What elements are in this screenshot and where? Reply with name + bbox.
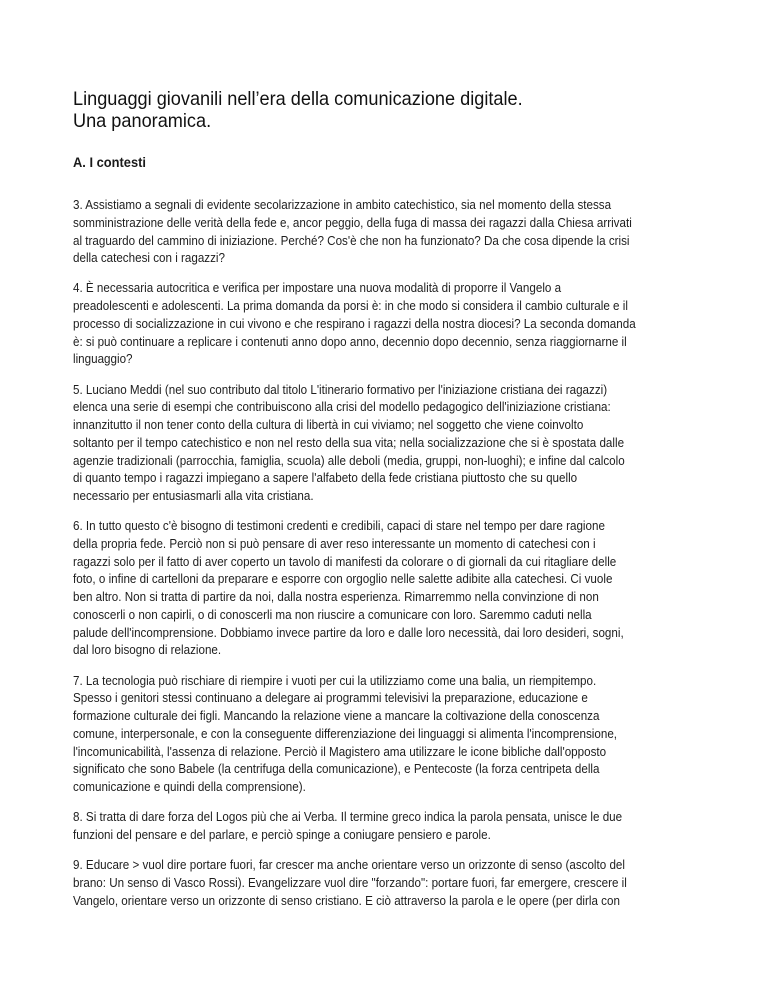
paragraph (73, 381, 768, 505)
paragraph-line: 8. Si tratta di dare forza del Logos più che ai Verba. Il termine greco indica la parola pensata, unisce le due (73, 809, 623, 825)
paragraph-line: comunicazione e quindi della comprensione). (73, 779, 306, 795)
paragraph-line: dal loro bisogno di relazione. (73, 642, 222, 658)
paragraph-line: linguaggio? (73, 351, 133, 367)
paragraph-line: comune, interpersonale, e con la conseguente differenziazione dei linguaggi si alimenta l'incomprensione, (73, 725, 618, 741)
section-heading: A. I contesti (73, 154, 147, 170)
paragraph-line: della catechesi con i ragazzi? (73, 250, 225, 266)
paragraph-line: preadolescenti e adolescenti. La prima domanda da porsi è: in che modo si considera il cambio culturale e il (73, 298, 628, 314)
paragraph-line: palude dell'incomprensione. Dobbiamo invece partire da loro e dalle loro necessità, dai loro desideri, sogni, (73, 624, 624, 640)
paragraph-line: soltanto per il tempo catechistico e non nel resto della sua vita; nella socializzazione che si è spostata dalle (73, 434, 625, 450)
paragraph-line: agenzie tradizionali (parrocchia, famiglia, scuola) alle deboli (media, gruppi, non-luoghi); e infine dal calcolo (73, 452, 625, 468)
paragraph-line: brano: Un senso di Vasco Rossi). Evangelizzare vuol dire "forzando": portare fuori, far emergere, crescere il (73, 874, 627, 890)
paragraph-line: 3. Assistiamo a segnali di evidente secolarizzazione in ambito catechistico, sia nel momento della stessa (73, 197, 612, 212)
paragraph-line: al traguardo del cammino di iniziazione. Perché? Cos'è che non ha funzionato? Da che cosa dipende la crisi (73, 232, 630, 248)
paragraph-line: 6. In tutto questo c'è bisogno di testimoni credenti e credibili, capaci di stare nel tempo per dare ragione (73, 518, 605, 534)
paragraph (73, 279, 768, 368)
paragraph-line: elenca una serie di esempi che contribuiscono alla crisi del modello pedagogico dell'iniziazione cristiana: (73, 399, 611, 415)
paragraph (73, 517, 768, 659)
paragraph-line: somministrazione delle verità della fede e, ancor peggio, della fuga di massa dei ragazzi dalla Chiesa arrivati (73, 214, 632, 230)
paragraph-line: 4. È necessaria autocritica e verifica per impostare una nuova modalità di proporre il Vangelo a (73, 280, 562, 296)
paragraph-line: 7. La tecnologia può rischiare di riempire i vuoti per cui la utilizziamo come una balia, un riempitempo. (73, 672, 597, 688)
paragraph-line: ragazzi solo per il fatto di aver coperto un tavolo di manifesti da colorare o di giornali da cui ritagliare delle (73, 553, 617, 569)
paragraph-line: è: si può continuare a replicare i contenuti anno dopo anno, decennio dopo decennio, senza riaggiornarne il (73, 333, 627, 349)
document-title (73, 88, 523, 132)
paragraph-line: necessario per entusiasmarli alla vita cristiana. (73, 488, 314, 504)
paragraph-line: Vangelo, orientare verso un orizzonte di senso cristiano. E ciò attraverso la parola e le opere (per dirla con (73, 892, 620, 908)
title-line-2: Una panoramica. (73, 110, 212, 132)
paragraph (73, 196, 768, 267)
paragraph-line: processo di socializzazione in cui vivono e che respirano i ragazzi della nostra diocesi? La seconda domanda (73, 315, 636, 331)
title-line-1: Linguaggi giovanili nell’era della comunicazione digitale. (73, 88, 523, 110)
paragraph-line: conoscerli o non capirli, o di conoscerli ma non riuscire a comunicare con loro. Saremmo caduti nella (73, 606, 592, 622)
paragraph-line: significato che sono Babele (la centrifuga della comunicazione), e Pentecoste (la forza centripeta della (73, 761, 600, 777)
paragraph-line: funzioni del pensare e del parlare, e perciò spinge a coniugare pensiero e parole. (73, 826, 491, 842)
paragraph-line: formazione culturale dei figli. Mancando la relazione viene a mancare la coltivazione della conoscenza (73, 708, 600, 724)
paragraph-line: 9. Educare > vuol dire portare fuori, far crescer ma anche orientare verso un orizzonte di senso (ascolto del (73, 857, 625, 873)
paragraph-line: ben altro. Non si tratta di partire da noi, dalla nostra esperienza. Rimarremmo nella convinzione di non (73, 589, 599, 605)
paragraph-line: della propria fede. Perciò non si può pensare di aver reso interessante un momento di catechesi con i (73, 535, 596, 551)
paragraph (73, 808, 768, 844)
paragraph-line: innanzitutto il non tener conto della cultura di libertà in cui viviamo; nel soggetto che viene coinvolto (73, 417, 584, 433)
paragraph-line: 5. Luciano Meddi (nel suo contributo dal titolo L'itinerario formativo per l'iniziazione cristiana dei ragazzi) (73, 381, 608, 397)
paragraph-line: foto, o infine di cartelloni da preparare e esporre con orgoglio nelle salette adibite alla catechesi. Ci vuole (73, 571, 613, 587)
paragraph-line: l'incomunicabilità, l'assenza di relazione. Perciò il Magistero ama utilizzare le icone bibliche dall'opposto (73, 743, 607, 759)
document-body (73, 196, 768, 922)
paragraph (73, 672, 768, 796)
paragraph-line: di quanto tempo i ragazzi impiegano a sapere l'alfabeto della fede cristiana piuttosto che su quello (73, 470, 578, 486)
paragraph-line: Spesso i genitori stessi continuano a delegare ai programmi televisivi la preparazione, educazione e (73, 690, 588, 706)
paragraph (73, 856, 768, 909)
